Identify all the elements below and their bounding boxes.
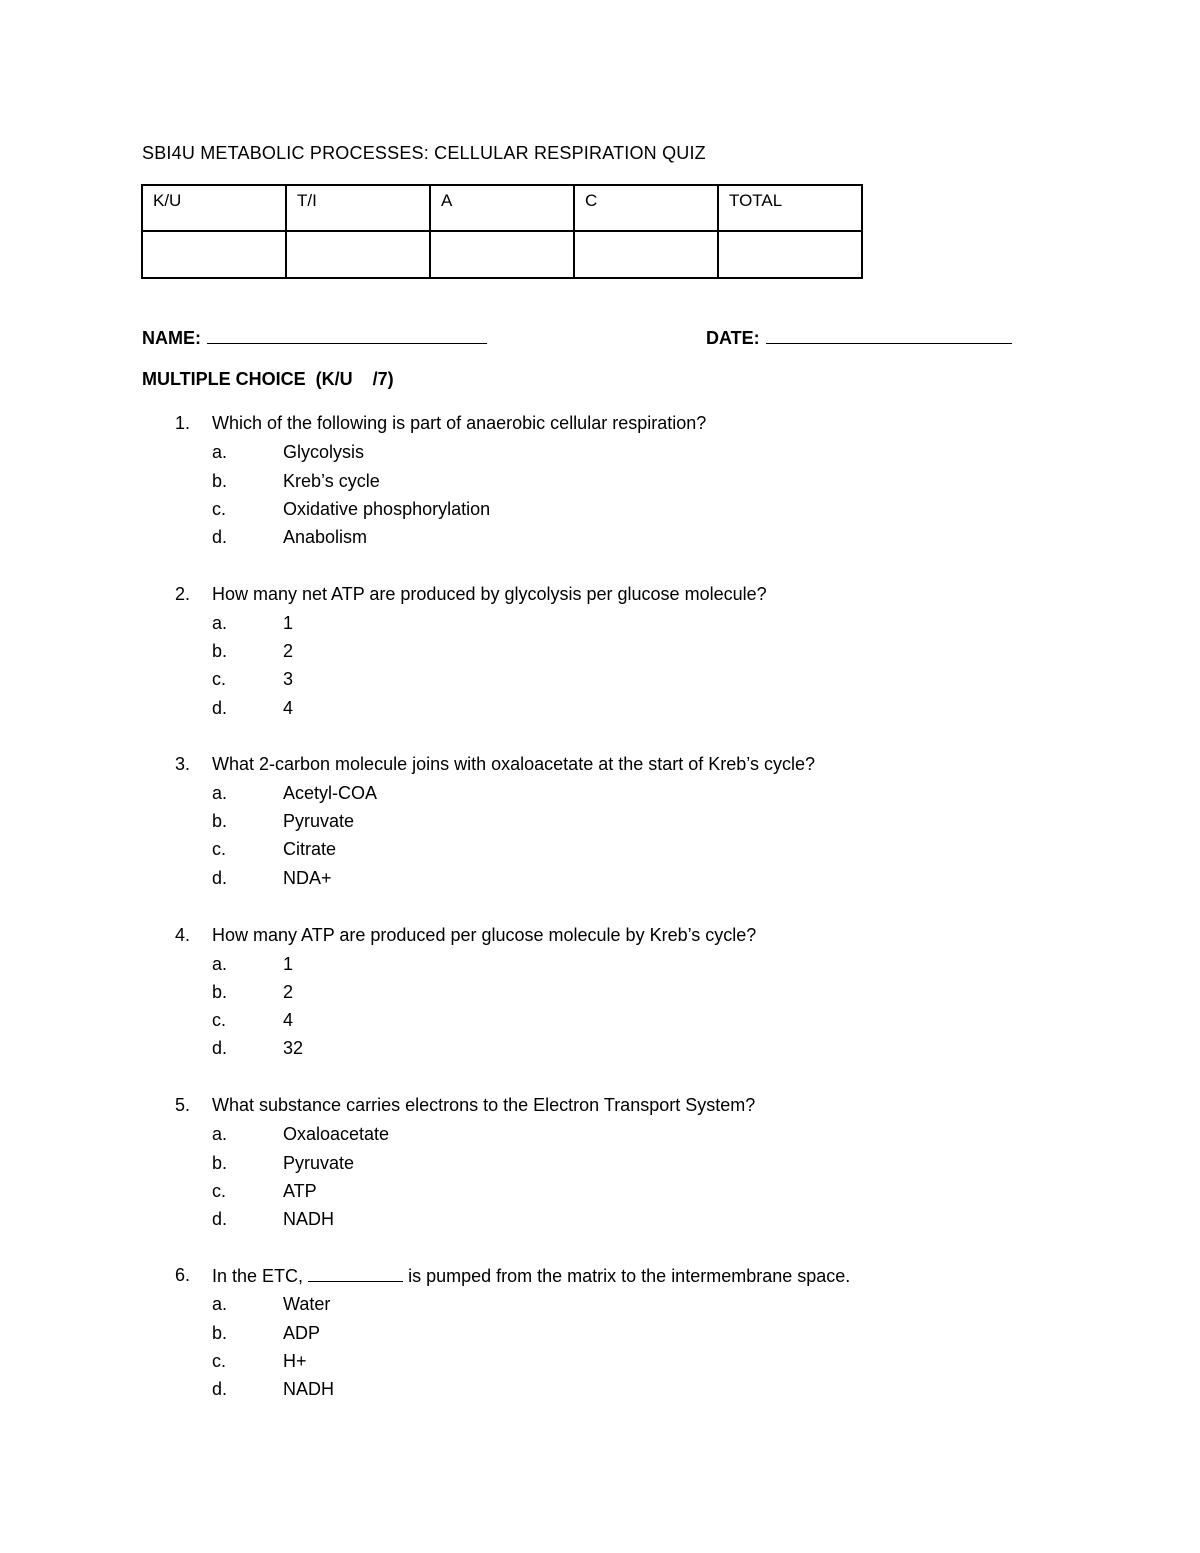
marks-value-total[interactable] [718, 231, 862, 278]
option-text[interactable]: Anabolism [283, 527, 368, 547]
option-text[interactable]: 2 [283, 641, 294, 661]
option-text[interactable]: 3 [283, 669, 294, 689]
question-number: 3. [175, 754, 191, 774]
option-letter: a. [212, 783, 228, 803]
marks-header-ti: T/I [286, 185, 430, 231]
option-letter: b. [212, 641, 228, 661]
option-letter: b. [212, 982, 228, 1002]
option-text[interactable]: NADH [283, 1379, 335, 1399]
answer-blank[interactable] [308, 1265, 403, 1282]
question-number: 6. [175, 1265, 191, 1285]
question-text: How many ATP are produced per glucose molecule by Kreb’s cycle? [212, 925, 757, 945]
quiz-title: SBI4U METABOLIC PROCESSES: CELLULAR RESPIRATION QUIZ [142, 143, 706, 163]
option-letter: a. [212, 442, 228, 462]
marks-table [141, 184, 863, 279]
option-text[interactable]: Pyruvate [283, 1153, 355, 1173]
option-text[interactable]: Water [283, 1294, 331, 1314]
marks-value-c[interactable] [574, 231, 718, 278]
question-number: 1. [175, 413, 191, 433]
date-field [706, 325, 1012, 349]
marks-value-ku[interactable] [142, 231, 286, 278]
question-text: How many net ATP are produced by glycolysis per glucose molecule? [212, 584, 767, 604]
option-text[interactable]: ADP [283, 1323, 321, 1343]
marks-header-total: TOTAL [718, 185, 862, 231]
option-text[interactable]: 4 [283, 698, 294, 718]
option-letter: c. [212, 1010, 227, 1030]
option-text[interactable]: 1 [283, 954, 294, 974]
question-text: What 2-carbon molecule joins with oxaloacetate at the start of Kreb’s cycle? [212, 754, 815, 774]
marks-header-c: C [574, 185, 718, 231]
option-text[interactable]: Pyruvate [283, 811, 355, 831]
option-letter: a. [212, 1124, 228, 1144]
option-text[interactable]: 32 [283, 1038, 304, 1058]
date-label: DATE: [706, 328, 760, 348]
question-number: 5. [175, 1095, 191, 1115]
marks-value-a[interactable] [430, 231, 574, 278]
marks-value-ti[interactable] [286, 231, 430, 278]
option-text[interactable]: Citrate [283, 839, 337, 859]
option-letter: c. [212, 1351, 227, 1371]
option-letter: d. [212, 1379, 228, 1399]
question-text: What substance carries electrons to the Electron Transport System? [212, 1095, 756, 1115]
option-text[interactable]: 4 [283, 1010, 294, 1030]
date-blank[interactable] [766, 325, 1012, 344]
question-number: 4. [175, 925, 191, 945]
question-text-after: is pumped from the matrix to the intermembrane space. [408, 1266, 851, 1286]
name-label: NAME: [142, 328, 201, 348]
option-letter: b. [212, 1323, 228, 1343]
marks-header-a: A [430, 185, 574, 231]
marks-header-row [142, 185, 862, 231]
option-text[interactable]: NDA+ [283, 868, 332, 888]
option-text[interactable]: Acetyl-COA [283, 783, 378, 803]
option-letter: d. [212, 698, 228, 718]
option-text[interactable]: 1 [283, 613, 294, 633]
option-letter: b. [212, 811, 228, 831]
option-letter: b. [212, 1153, 228, 1173]
option-letter: a. [212, 613, 228, 633]
option-letter: c. [212, 839, 227, 859]
question-number: 2. [175, 584, 191, 604]
option-letter: d. [212, 527, 228, 547]
marks-value-row [142, 231, 862, 278]
option-text[interactable]: NADH [283, 1209, 335, 1229]
option-letter: d. [212, 1038, 228, 1058]
option-letter: c. [212, 1181, 227, 1201]
option-letter: d. [212, 1209, 228, 1229]
option-text[interactable]: 2 [283, 982, 294, 1002]
option-letter: b. [212, 471, 228, 491]
option-text[interactable]: Oxaloacetate [283, 1124, 390, 1144]
option-text[interactable]: ATP [283, 1181, 317, 1201]
option-text[interactable]: H+ [283, 1351, 307, 1371]
option-text[interactable]: Oxidative phosphorylation [283, 499, 491, 519]
question-text-before: In the ETC, [212, 1266, 304, 1286]
name-field [142, 325, 487, 349]
name-blank[interactable] [207, 325, 487, 344]
option-letter: d. [212, 868, 228, 888]
marks-header-ku: K/U [142, 185, 286, 231]
question-text [212, 1265, 850, 1287]
option-text[interactable]: Kreb’s cycle [283, 471, 380, 491]
option-letter: a. [212, 954, 228, 974]
option-text[interactable]: Glycolysis [283, 442, 365, 462]
option-letter: c. [212, 499, 227, 519]
option-letter: a. [212, 1294, 228, 1314]
question-text: Which of the following is part of anaerobic cellular respiration? [212, 413, 707, 433]
option-letter: c. [212, 669, 227, 689]
section-title: MULTIPLE CHOICE (K/U /7) [142, 369, 394, 389]
